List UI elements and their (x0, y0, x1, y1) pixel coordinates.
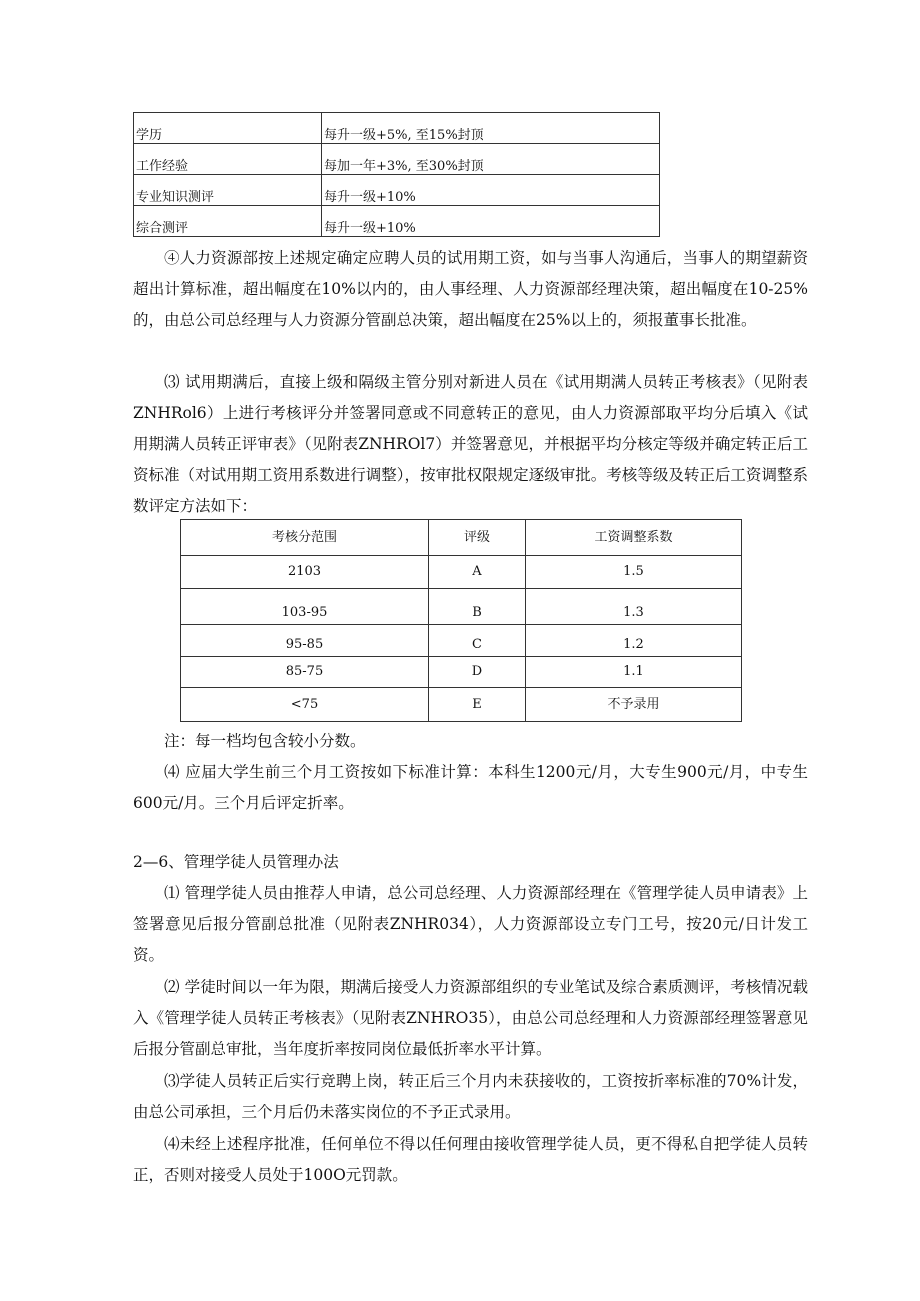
table-cell: 每加一年+3%, 至30%封顶 (322, 144, 660, 175)
column-header: 工资调整系数 (526, 520, 742, 556)
table-header-row (181, 520, 742, 556)
table-cell: B (429, 589, 526, 625)
paragraph-salary-decision: ④人力资源部按上述规定确定应聘人员的试用期工资，如与当事人沟通后，当事人的期望薪资超出计算标准，超出幅度在10%以内的，由人事经理、人力资源部经理决策，超出幅度在10-25%的，由总公司总经理与人力资源分管副总决策，超出幅度在25%以上的，须报董事长批准。 (133, 249, 808, 329)
paragraph-apprentice-term: ⑵ 学徒时间以一年为限，期满后接受人力资源部组织的专业笔试及综合素质测评，考核情况载入《管理学徒人员转正考核表》（见附表ZNHRO35），由总公司总经理和人力资源部经理签署意见后报分管副总审批，当年度折率按同岗位最低折率水平计算。 (133, 978, 808, 1058)
education-experience-table (133, 112, 660, 237)
table-cell: 1.3 (526, 589, 742, 625)
table-cell: 每升一级+10% (322, 206, 660, 237)
table-cell: 85-75 (181, 657, 429, 688)
table-cell: <75 (181, 688, 429, 722)
table-row (181, 657, 742, 688)
table-cell: 1.5 (526, 556, 742, 589)
paragraph-apprentice-penalty: ⑷未经上述程序批准，任何单位不得以任何理由接收管理学徒人员，更不得私自把学徒人员转正，否则对接受人员处于100O元罚款。 (133, 1135, 808, 1184)
table-row (134, 175, 660, 206)
table-cell: 每升一级+10% (322, 175, 660, 206)
column-header: 评级 (429, 520, 526, 556)
table-cell: 综合测评 (134, 206, 322, 237)
grade-coefficient-table (180, 519, 742, 722)
section-heading: 2—6、管理学徒人员管理办法 (133, 853, 339, 871)
table-row (181, 556, 742, 589)
table-cell: A (429, 556, 526, 589)
table-cell: 95-85 (181, 625, 429, 657)
table-cell: 1.1 (526, 657, 742, 688)
table-cell: 专业知识测评 (134, 175, 322, 206)
table-note: 注：每一档均包含较小分数。 (164, 732, 366, 750)
table-row (181, 625, 742, 657)
table-cell: 每升一级+5%, 至15%封顶 (322, 113, 660, 144)
paragraph-graduate-salary: ⑷ 应届大学生前三个月工资按如下标准计算：本科生1200元/月，大专生900元/月，中专生600元/月。三个月后评定折率。 (133, 763, 808, 812)
table-cell: D (429, 657, 526, 688)
paragraph-apprentice-application: ⑴ 管理学徒人员由推荐人申请，总公司总经理、人力资源部经理在《管理学徒人员申请表》上签署意见后报分管副总批准（见附表ZNHR034），人力资源部设立专门工号，按20元/日计发工资。 (133, 884, 808, 964)
table-row (134, 206, 660, 237)
table-row (134, 113, 660, 144)
table-cell: 1.2 (526, 625, 742, 657)
table-cell: 不予录用 (526, 688, 742, 722)
paragraph-probation-review: ⑶ 试用期满后，直接上级和隔级主管分别对新进人员在《试用期满人员转正考核表》（见附表ZNHRol6）上进行考核评分并签署同意或不同意转正的意见，由人力资源部取平均分后填入《试用期满人员转正评审表》（见附表ZNHROl7）并签署意见，并根据平均分核定等级并确定转正后工资标准（对试用期工资用系数进行调整），按审批权限规定逐级审批。考核等级及转正后工资调整系数评定方法如下： (133, 373, 808, 515)
table-cell: 103-95 (181, 589, 429, 625)
paragraph-apprentice-placement: ⑶学徒人员转正后实行竞聘上岗，转正后三个月内未获接收的，工资按折率标准的70%计发，由总公司承担，三个月后仍未落实岗位的不予正式录用。 (133, 1072, 808, 1121)
table-cell: 2103 (181, 556, 429, 589)
table-cell: 工作经验 (134, 144, 322, 175)
table-cell: 学历 (134, 113, 322, 144)
table-cell: C (429, 625, 526, 657)
table-row (181, 589, 742, 625)
table-cell: E (429, 688, 526, 722)
table-row (181, 688, 742, 722)
table-row (134, 144, 660, 175)
column-header: 考核分范围 (181, 520, 429, 556)
